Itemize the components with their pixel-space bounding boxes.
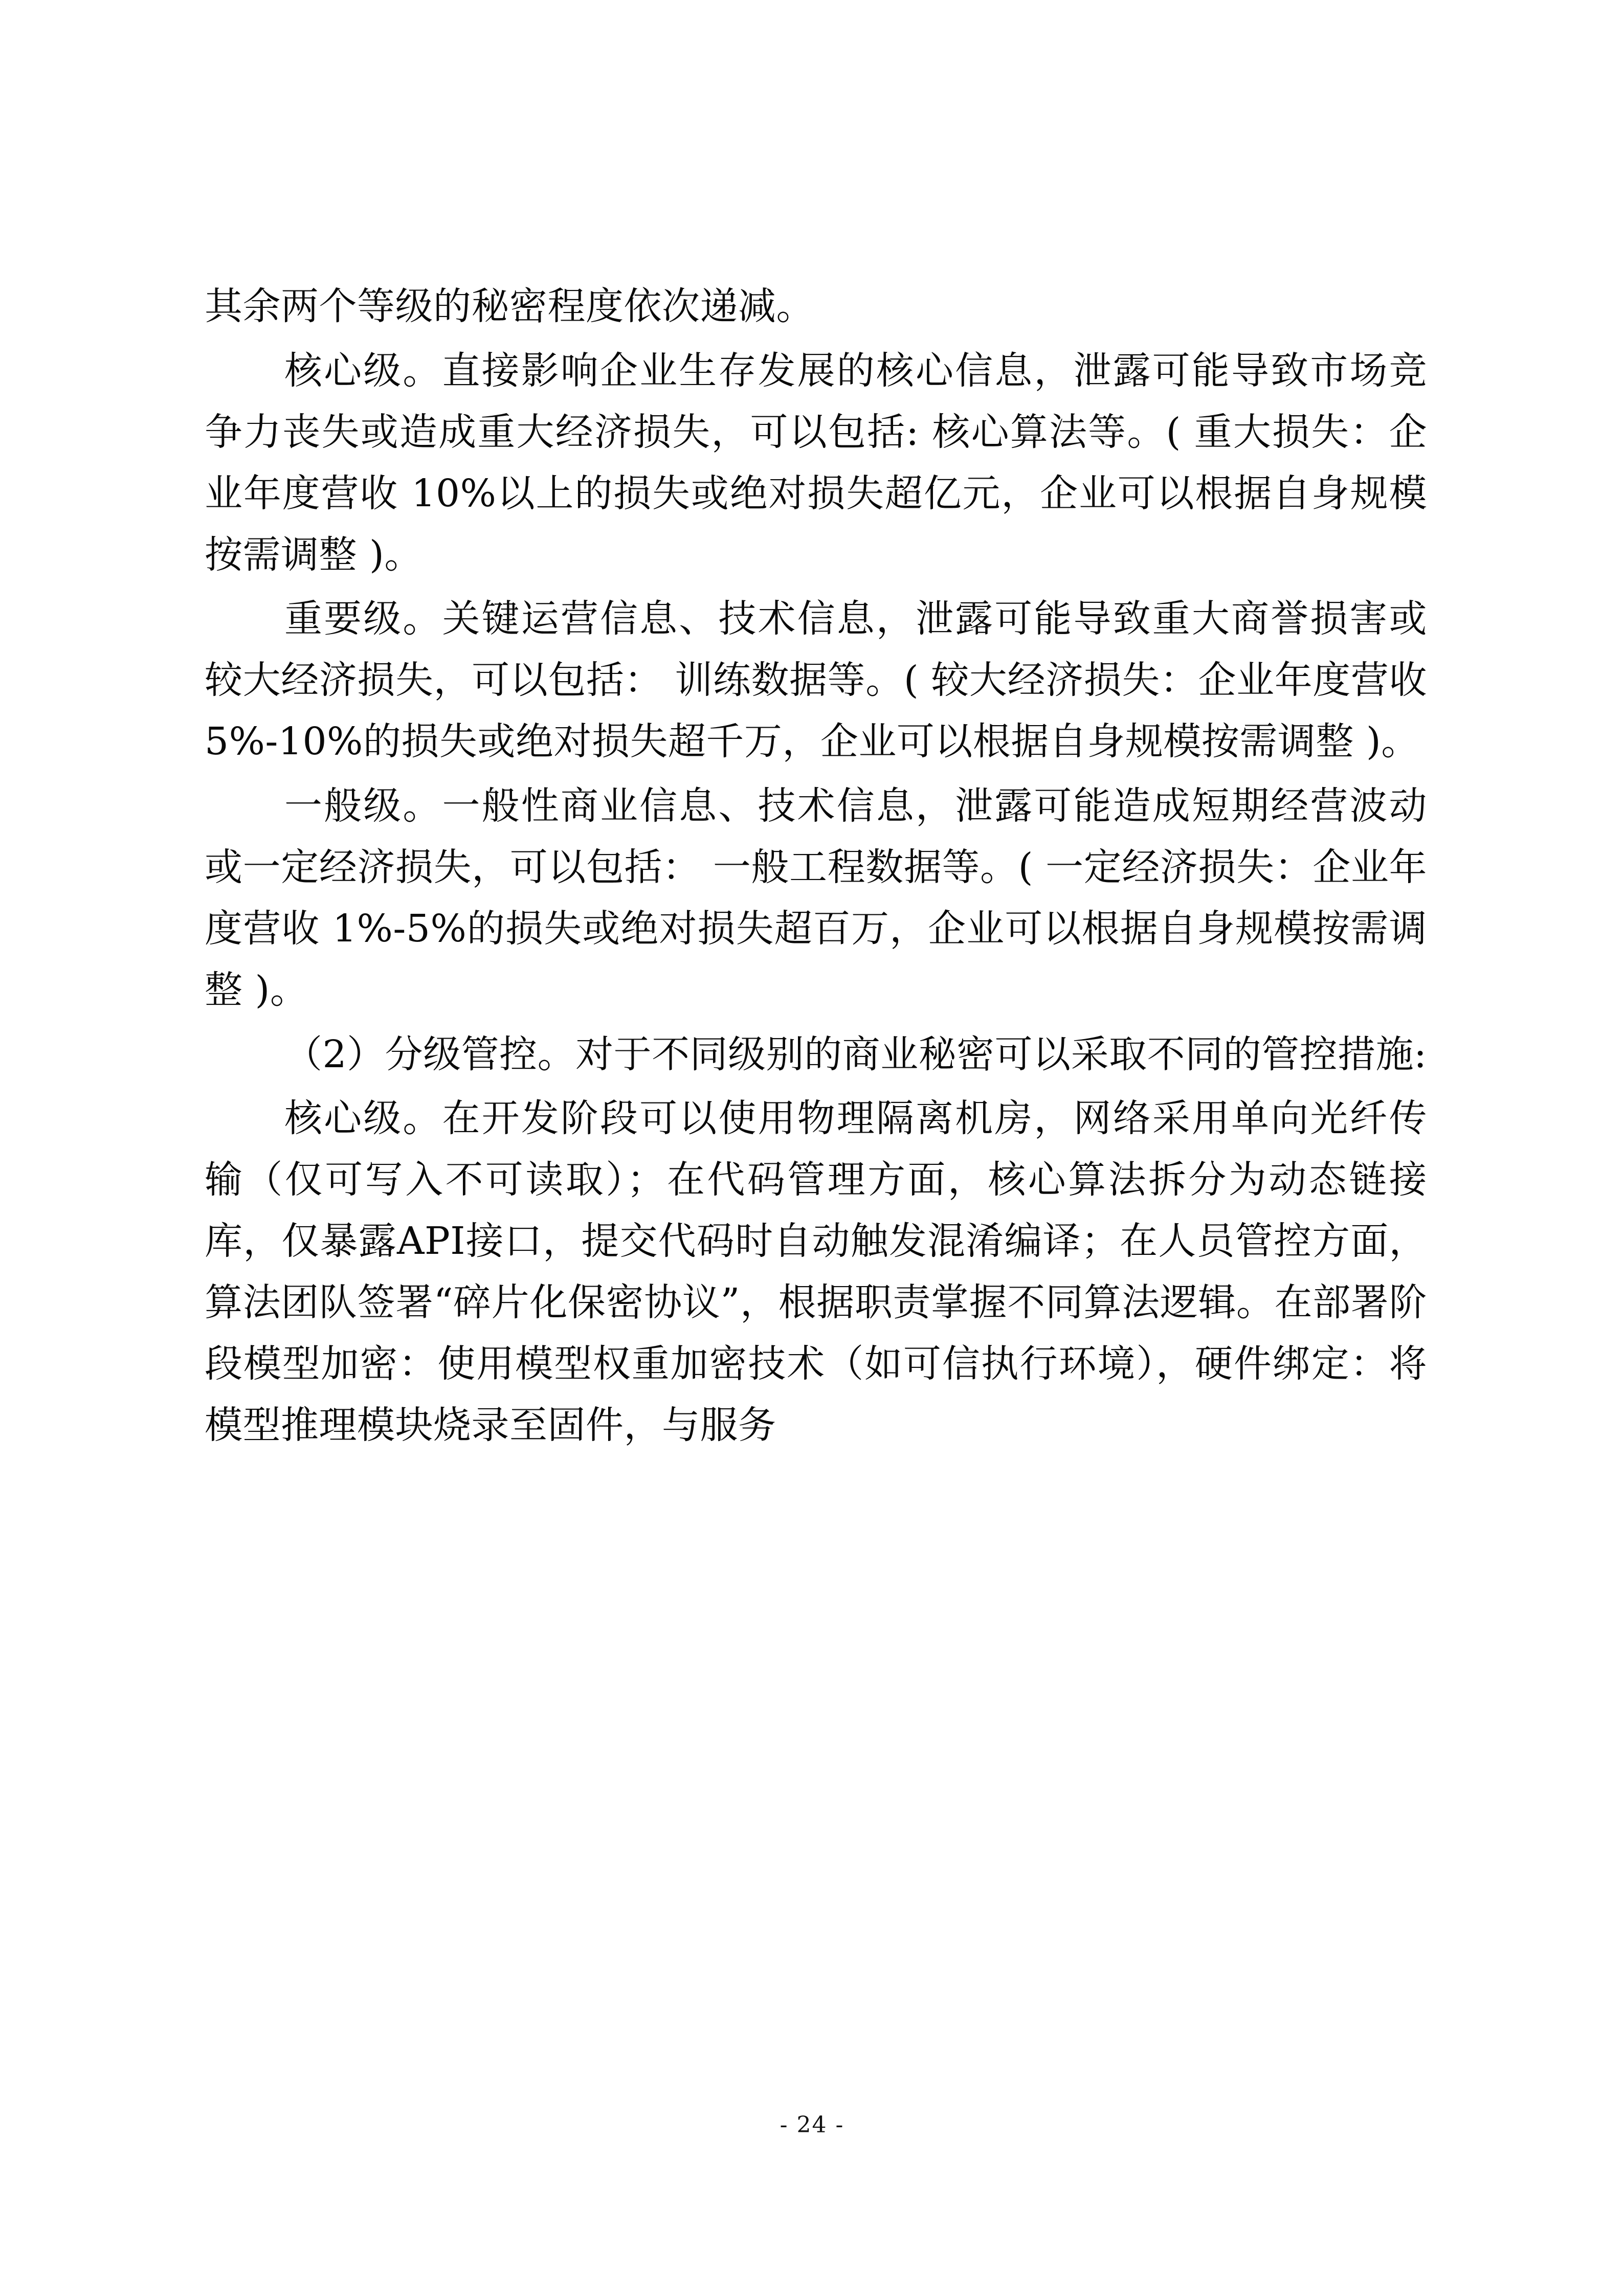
page-body bbox=[205, 276, 1427, 1459]
paragraph-important-level-definition: 重要级。关键运营信息、技术信息，泄露可能导致重大商誉损害或较大经济损失，可以包括： 训练数据等。( 较大经济损失：企业年度营收 5%-10%的损失或绝对损失超千万，企业可以根据自身规模按需调整 )。 bbox=[205, 597, 1427, 764]
page-number: - 24 - bbox=[780, 2112, 844, 2138]
paragraph-intro: 其余两个等级的秘密程度依次递减。 bbox=[205, 284, 814, 328]
paragraph-graded-control-heading: （2）分级管控。对于不同级别的商业秘密可以采取不同的管控措施: bbox=[284, 1032, 1427, 1076]
paragraph-core-level-definition: 核心级。直接影响企业生存发展的核心信息，泄露可能导致市场竞争力丧失或造成重大经济损失，可以包括: 核心算法等。( 重大损失：企业年度营收 10%以上的损失或绝对损失超亿元，企业可以根据自身规模按需调整 )。 bbox=[205, 348, 1427, 577]
paragraph-general-level-definition: 一般级。一般性商业信息、技术信息，泄露可能造成短期经营波动或一定经济损失，可以包括： 一般工程数据等。( 一定经济损失：企业年度营收 1%-5%的损失或绝对损失超百万，企业可以根据自身规模按需调整 )。 bbox=[205, 784, 1427, 1012]
paragraph-core-level-controls: 核心级。在开发阶段可以使用物理隔离机房，网络采用单向光纤传输（仅可写入不可读取）；在代码管理方面，核心算法拆分为动态链接库，仅暴露API接口，提交代码时自动触发混淆编译；在人员管控方面，算法团队签署“碎片化保密协议”，根据职责掌握不同算法逻辑。在部署阶段模型加密：使用模型权重加密技术（如可信执行环境），硬件绑定：将模型推理模块烧录至固件，与服务 bbox=[205, 1096, 1427, 1447]
